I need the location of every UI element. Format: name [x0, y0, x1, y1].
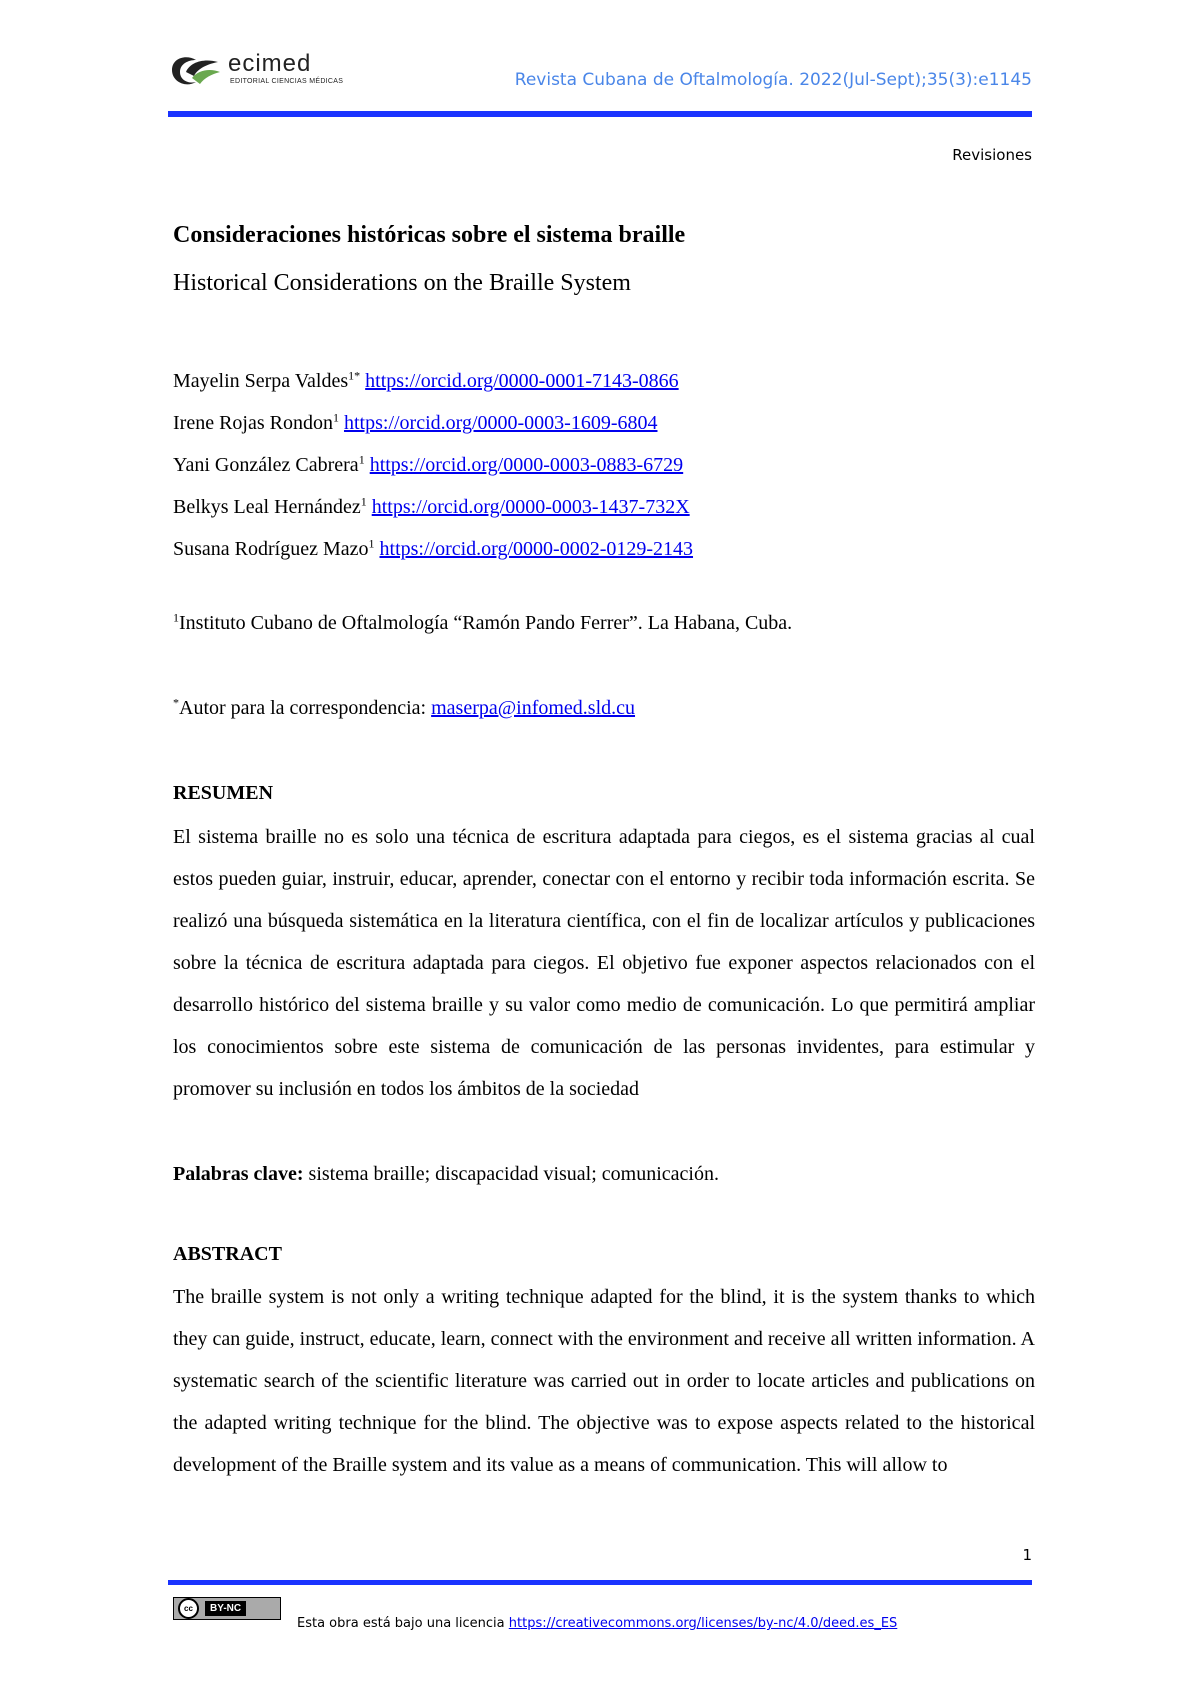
author-sup: 1 [358, 452, 365, 467]
orcid-link[interactable]: https://orcid.org/0000-0003-0883-6729 [369, 454, 684, 476]
ecimed-emblem-icon [168, 52, 224, 88]
correspondence-sup: * [173, 695, 179, 710]
affiliation-text: Instituto Cubano de Oftalmología “Ramón Pando Ferrer”. La Habana, Cuba. [179, 612, 793, 634]
author-sup: 1 [368, 536, 375, 551]
author-line [173, 486, 693, 528]
author-line [173, 528, 693, 570]
ecimed-logo [168, 46, 348, 96]
author-name: Susana Rodríguez Mazo [173, 538, 369, 560]
author-sup: 1 [332, 410, 339, 425]
author-sup: 1 [360, 494, 367, 509]
title-english: Historical Considerations on the Braille System [173, 270, 631, 296]
abstract-text: The braille system is not only a writing technique adapted for the blind, it is the system thanks to which they can guide, instruct, educate, learn, connect with the environment and receive all written information. A systematic search of the scientific literature was carried out in order to locate articles and publications on the adapted writing technique for the blind. The objective was to expose aspects related to the historical development of the Braille system and its value as a means of communication. This will allow to [173, 1286, 1035, 1476]
author-name: Mayelin Serpa Valdes [173, 370, 349, 392]
license-text: Esta obra está bajo una licencia [297, 1616, 509, 1631]
author-line [173, 444, 693, 486]
author-name: Irene Rojas Rondon [173, 412, 333, 434]
resumen-heading: RESUMEN [173, 782, 274, 804]
license-link[interactable]: https://creativecommons.org/licenses/by-nc/4.0/deed.es_ES [508, 1616, 898, 1631]
cc-license-badge[interactable] [173, 1597, 281, 1620]
journal-citation: Revista Cubana de Oftalmología. 2022(Jul-Sept);35(3):e1145 [514, 70, 1032, 90]
affiliation [173, 612, 792, 635]
correspondence-email-link[interactable]: maserpa@infomed.sld.cu [431, 697, 636, 719]
affiliation-sup: 1 [173, 610, 179, 625]
keywords [173, 1163, 719, 1186]
logo-wordmark: ecimed [228, 50, 312, 77]
author-sup: 1* [348, 368, 361, 383]
correspondence [173, 697, 635, 720]
author-name: Belkys Leal Hernández [173, 496, 361, 518]
page-number: 1 [1022, 1546, 1032, 1564]
logo-tagline: EDITORIAL CIENCIAS MÉDICAS [230, 78, 344, 85]
keywords-label: Palabras clave: [173, 1163, 304, 1185]
keywords-text: sistema braille; discapacidad visual; comunicación. [303, 1163, 719, 1185]
author-list [173, 360, 693, 570]
cc-badge-label: BY-NC [205, 1601, 246, 1616]
cc-icon: cc [178, 1598, 199, 1619]
header-rule [168, 111, 1032, 117]
orcid-link[interactable]: https://orcid.org/0000-0001-7143-0866 [365, 370, 679, 392]
orcid-link[interactable]: https://orcid.org/0000-0003-1609-6804 [343, 412, 658, 434]
footer-rule [168, 1580, 1032, 1585]
correspondence-label: Autor para la correspondencia: [179, 697, 432, 719]
orcid-link[interactable]: https://orcid.org/0000-0002-0129-2143 [379, 538, 694, 560]
title-spanish: Consideraciones históricas sobre el sistema braille [173, 222, 686, 248]
author-name: Yani González Cabrera [173, 454, 359, 476]
abstract-heading: ABSTRACT [173, 1243, 282, 1265]
license-notice [297, 1616, 897, 1631]
author-line [173, 360, 693, 402]
orcid-link[interactable]: https://orcid.org/0000-0003-1437-732X [371, 496, 690, 518]
author-line [173, 402, 693, 444]
section-label: Revisiones [952, 146, 1032, 164]
resumen-text: El sistema braille no es solo una técnica de escritura adaptada para ciegos, es el sistema gracias al cual estos pueden guiar, instruir, educar, aprender, conectar con el entorno y recibir toda información escrita. Se realizó una búsqueda sistemática en la literatura científica, con el fin de localizar artículos y publicaciones sobre la técnica de escritura adaptada para ciegos. El objetivo fue exponer aspectos relacionados con el desarrollo histórico del sistema braille y su valor como medio de comunicación. Lo que permitirá ampliar los conocimientos sobre este sistema de comunicación de las personas invidentes, para estimular y promover su inclusión en todos los ámbitos de la sociedad [173, 826, 1035, 1100]
